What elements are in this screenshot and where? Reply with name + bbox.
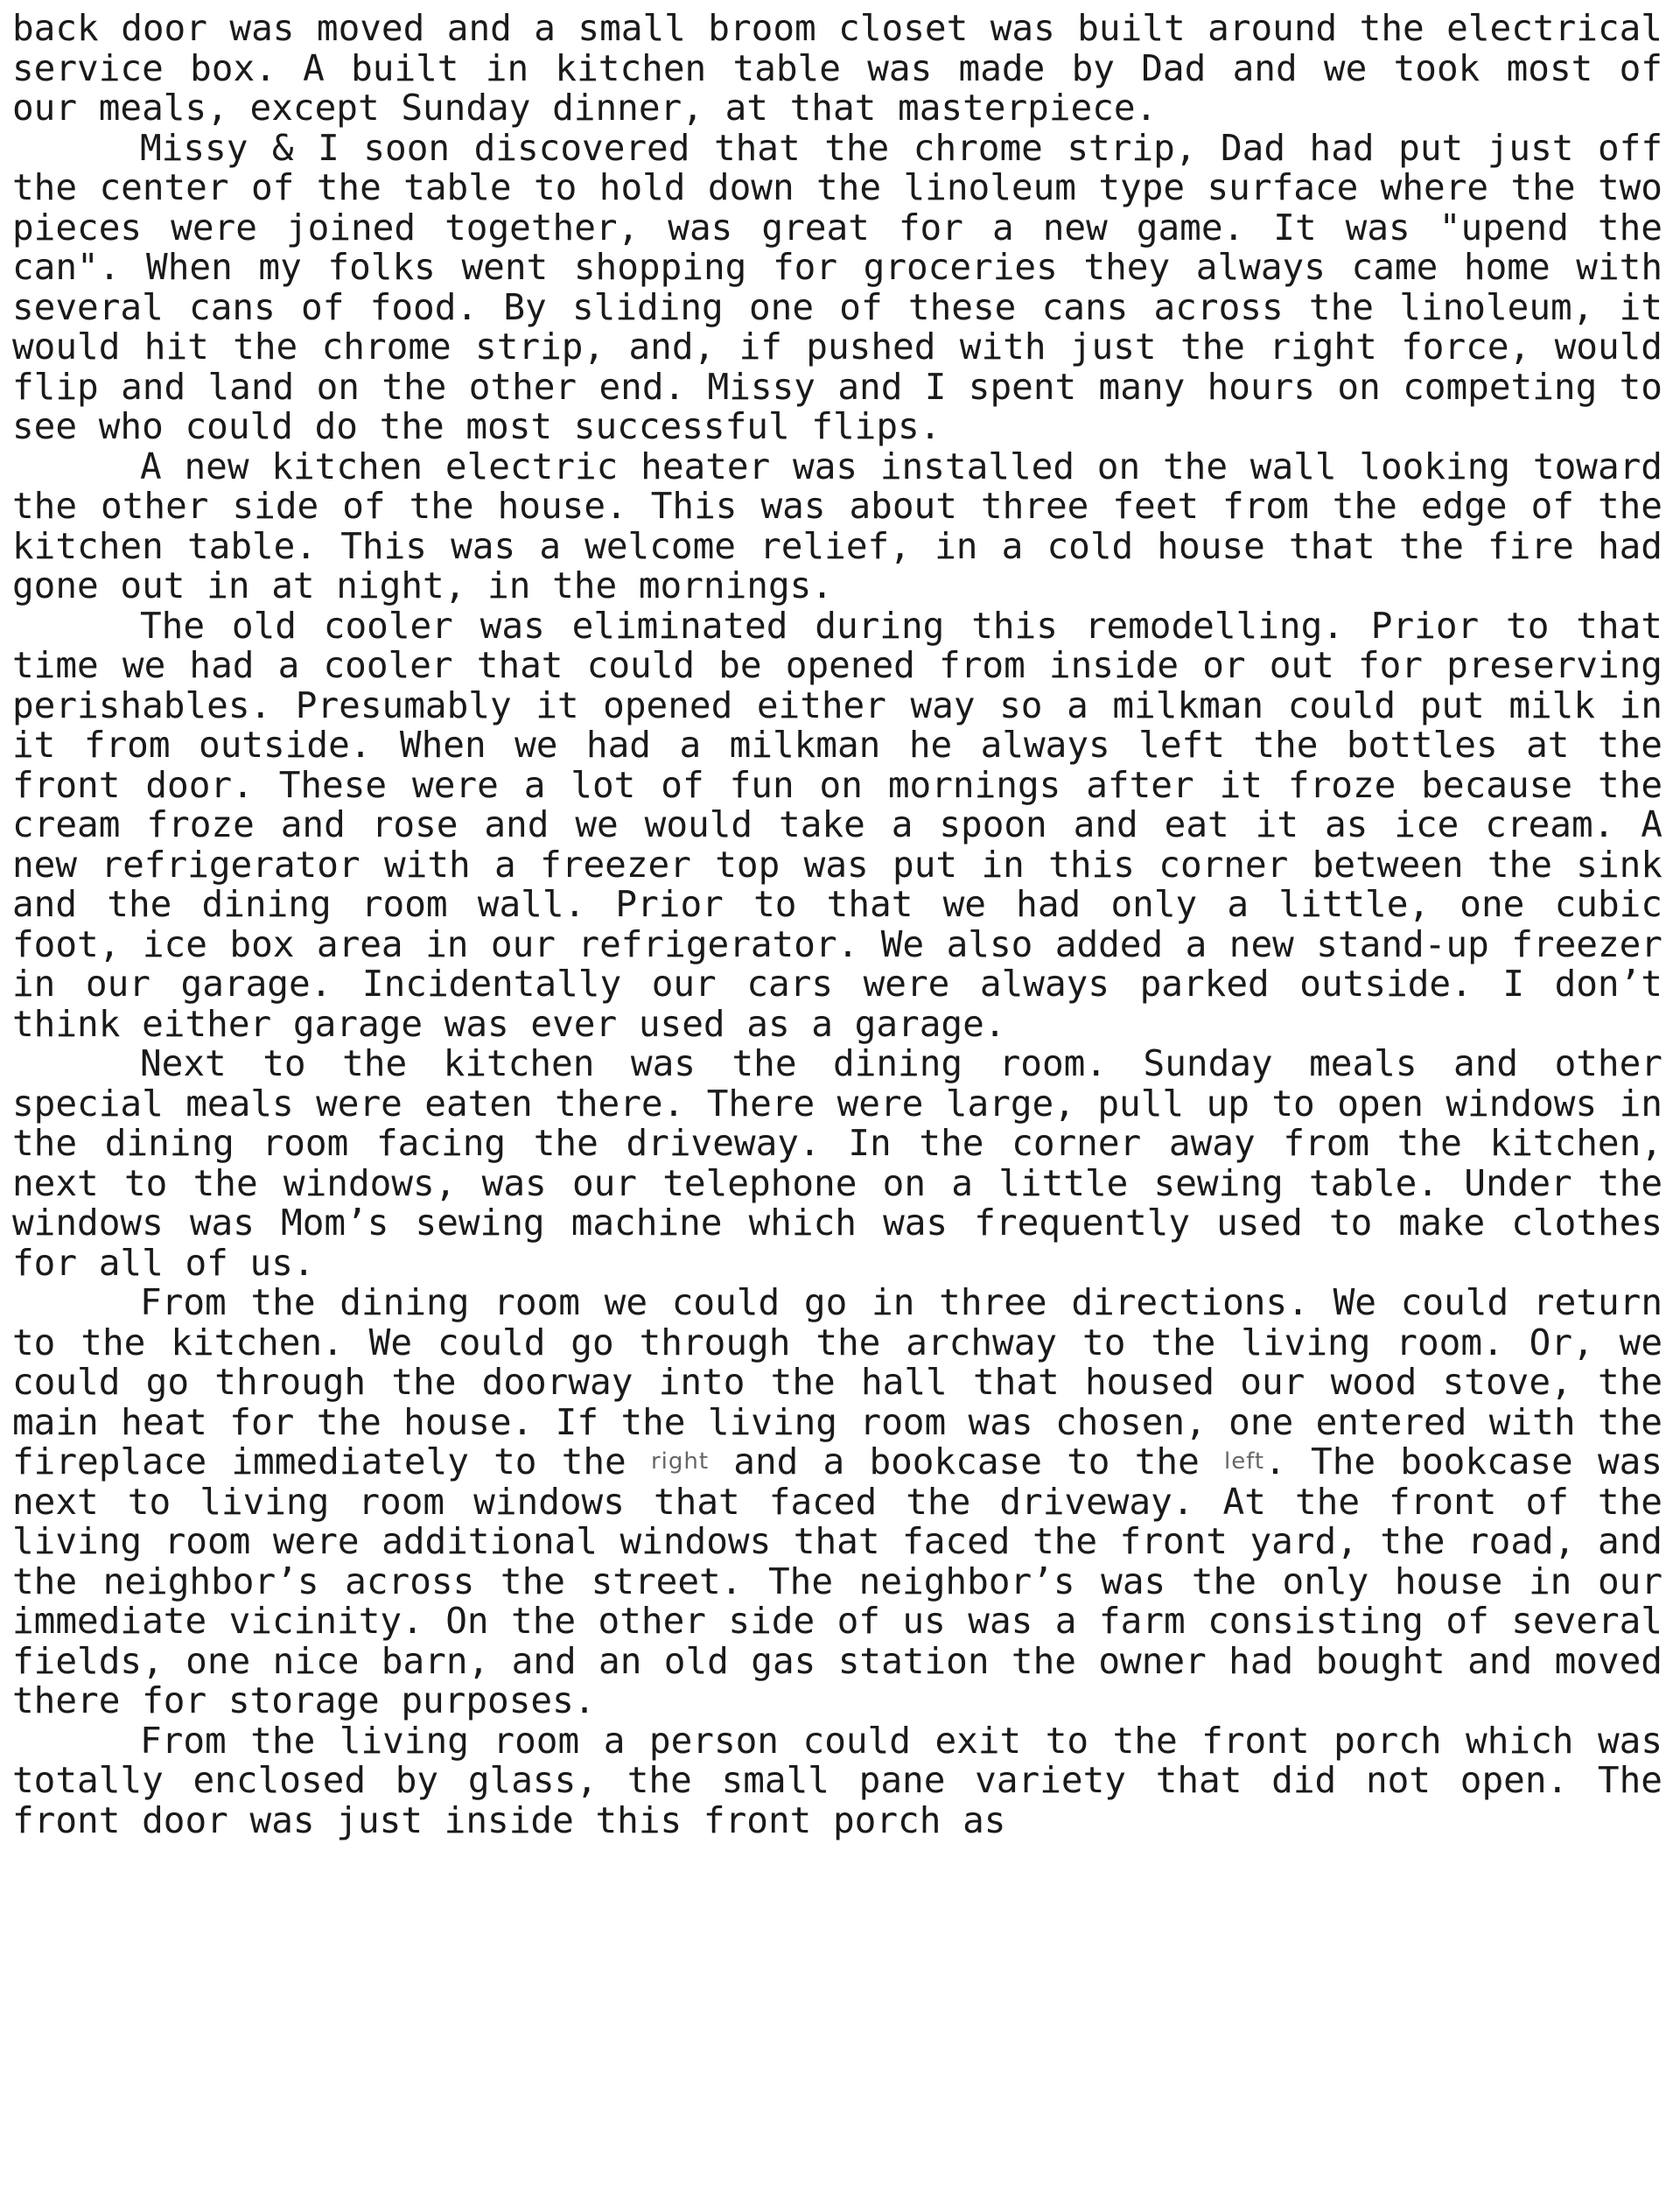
paragraph-3: A new kitchen electric heater was installed on the wall looking toward the other side of the house. This was about three feet from the edge of the kitchen table. This was a welcome relief, in a cold house that the fire had gone out in at night, in the mornings.	[12, 445, 1662, 606]
paragraph-1: back door was moved and a small broom closet was built around the electrical service box. A built in kitchen table was made by Dad and we took most of our meals, except Sunday dinner, at that masterpiece.	[12, 7, 1662, 129]
paragraph-7: From the living room a person could exit to the front porch which was totally enclosed by glass, the small pane variety that did not open. The front door was just inside this front porch as	[12, 1719, 1662, 1841]
paragraph-6-text-middle: and a bookcase to the	[709, 1440, 1224, 1483]
paragraph-5: Next to the kitchen was the dining room. Sunday meals and other special meals were eaten there. There were large, pull up to open windows in the dining room facing the driveway. In the corner away from the kitchen, next to the windows, was our telephone on a little sewing table. Under the windows was Mom’s sewing machine which was frequently used to make clothes for all of us.	[12, 1042, 1662, 1284]
handwritten-right-annotation: right	[650, 1448, 710, 1475]
paragraph-4: The old cooler was eliminated during this remodelling. Prior to that time we had a cooler that could be opened from inside or out for preserving perishables. Presumably it opened either way so a milkman could put milk in it from outside. When we had a milkman he always left the bottles at the front door. These were a lot of fun on mornings after it froze because the cream froze and rose and we would take a spoon and eat it as ice cream. A new refrigerator with a freezer top was put in this corner between the sink and the dining room wall. Prior to that we had only a little, one cubic foot, ice box area in our refrigerator. We also added a new stand-up freezer in our garage. Incidentally our cars were always parked outside. I don’t think either garage was ever used as a garage.	[12, 604, 1662, 1045]
handwritten-left-annotation: left	[1223, 1448, 1265, 1475]
paragraph-6-text-end: . The bookcase was next to living room windows that faced the driveway. At the front of the living room were additional windows that faced the front yard, the road, and the neighbor’s across the street. The neighbor’s was the only house in our immediate vicinity. On the other side of us was a farm consisting of several fields, one nice barn, and an old gas station the owner had bought and moved there for storage purposes.	[12, 1440, 1663, 1721]
paragraph-2: Missy & I soon discovered that the chrome strip, Dad had put just off the center of the table to hold down the linoleum type surface where the two pieces were joined together, was great for a new game. It was "upend the can". When my folks went shopping for groceries they always came home with several cans of food. By sliding one of these cans across the linoleum, it would hit the chrome strip, and, if pushed with just the right force, would flip and land on the other end. Missy and I spent many hours on competing to see who could do the most successful flips.	[12, 126, 1662, 447]
paragraph-6-text-start: From the dining room we could go in three directions. We could return to the kitchen. We could go through the archway to the living room. Or, we could go through the doorway into the hall that housed our wood stove, the main heat for the house. If the living room was chosen, one entered with the fireplace immediately to the	[12, 1281, 1662, 1483]
paragraph-6	[12, 1283, 1662, 1721]
